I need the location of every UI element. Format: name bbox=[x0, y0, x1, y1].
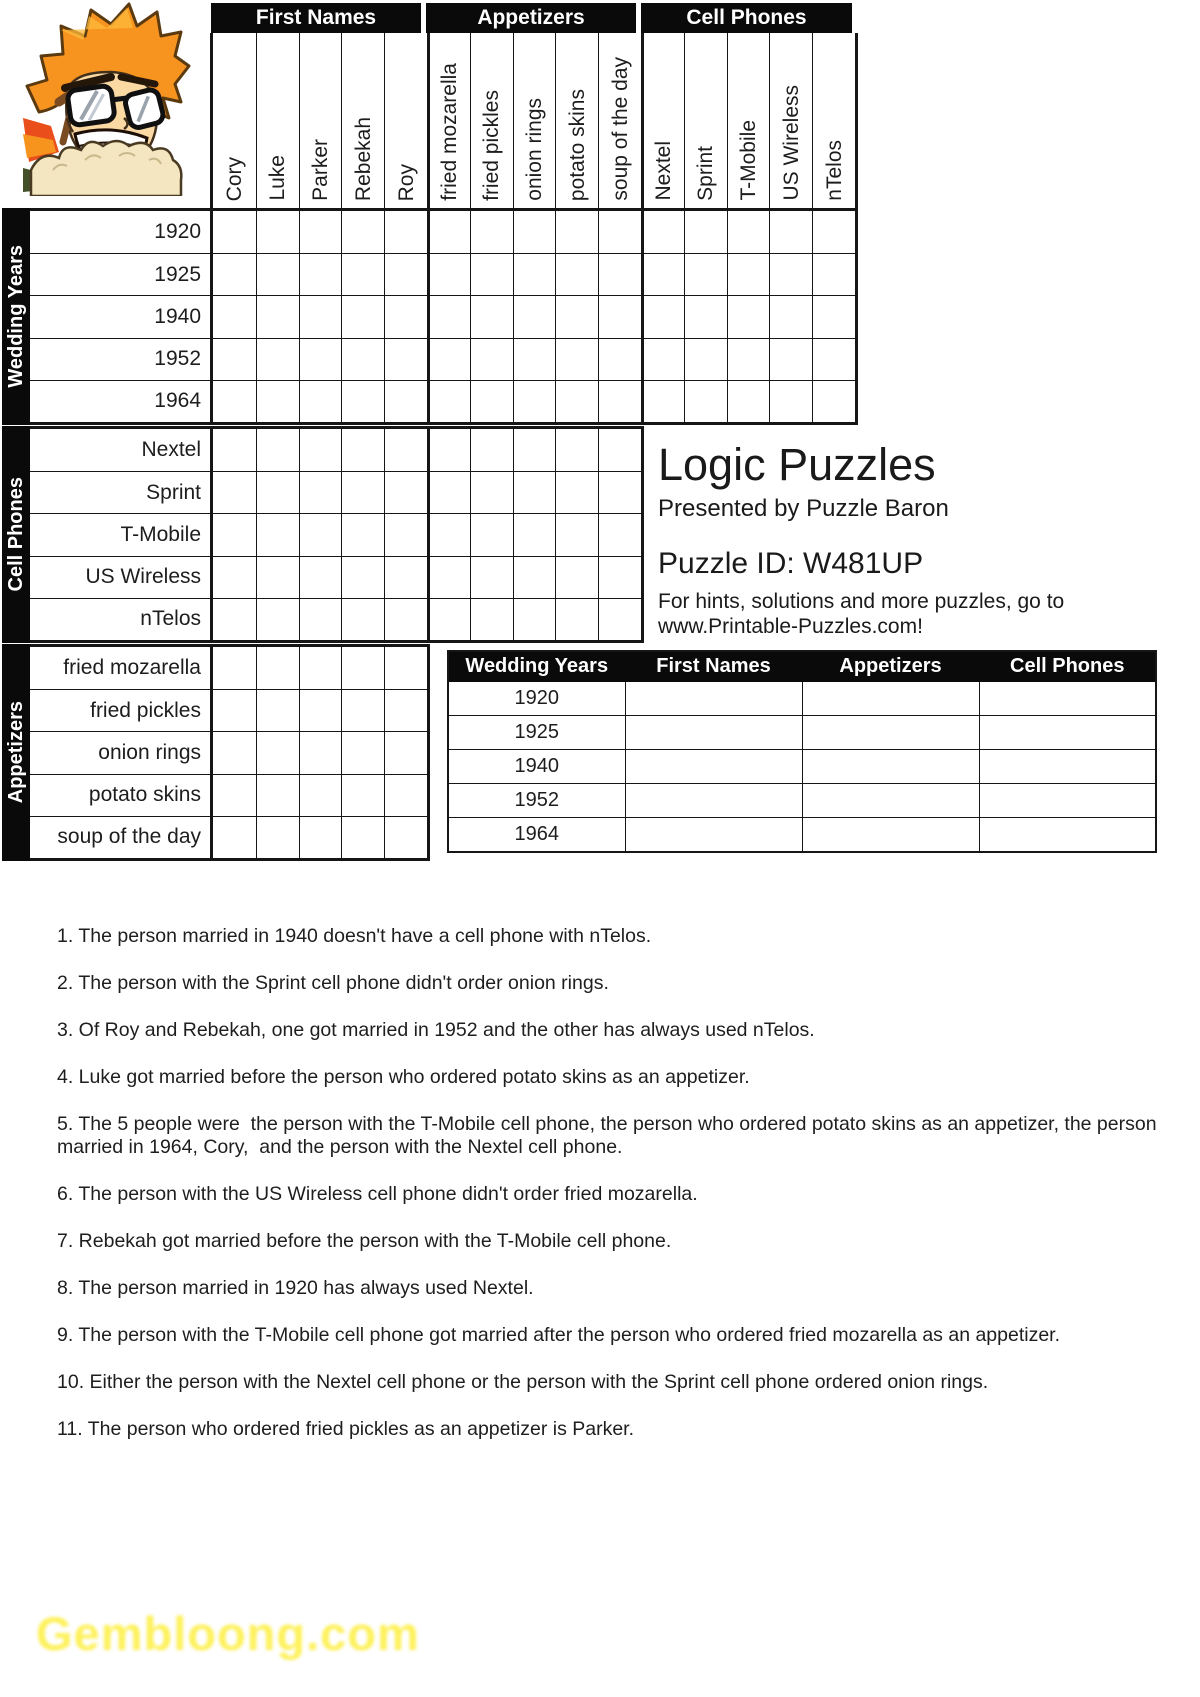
clue-8: 8. The person married in 1920 has always used Nextel. bbox=[57, 1277, 534, 1299]
grid-cell[interactable] bbox=[341, 774, 384, 816]
grid-cell[interactable] bbox=[256, 513, 299, 555]
puzzle-id: Puzzle ID: W481UP bbox=[658, 547, 924, 581]
column-label-roy bbox=[384, 33, 427, 208]
grid-cell[interactable] bbox=[256, 380, 299, 422]
answer-blank-cell[interactable] bbox=[802, 682, 979, 716]
grid-cell[interactable] bbox=[769, 211, 812, 253]
grid-cell[interactable] bbox=[256, 731, 299, 773]
grid-cell[interactable] bbox=[384, 471, 427, 513]
column-label-text: Luke bbox=[266, 155, 290, 201]
grid-cell[interactable] bbox=[384, 380, 427, 422]
page-title: Logic Puzzles bbox=[658, 439, 936, 490]
grid-cell[interactable] bbox=[427, 429, 470, 471]
watermark: Gembloong.com bbox=[36, 1607, 420, 1660]
column-group-first-names: First Names bbox=[211, 3, 421, 33]
grid-cell[interactable] bbox=[341, 429, 384, 471]
column-label-nextel bbox=[641, 33, 684, 208]
grid-cell[interactable] bbox=[641, 380, 684, 422]
grid-cell[interactable] bbox=[341, 647, 384, 689]
grid-cell[interactable] bbox=[641, 253, 684, 295]
clue-list bbox=[57, 925, 1165, 1465]
column-label-fried-pickles bbox=[470, 33, 513, 208]
grid-cell[interactable] bbox=[384, 253, 427, 295]
answer-header-cell-phones: Cell Phones bbox=[979, 651, 1156, 682]
grid-cell[interactable] bbox=[299, 338, 342, 380]
column-label-text: Parker bbox=[308, 139, 332, 201]
grid-cell[interactable] bbox=[299, 731, 342, 773]
answer-row bbox=[448, 682, 1156, 716]
grid-block-0 bbox=[210, 208, 858, 425]
clue-4: 4. Luke got married before the person who ordered potato skins as an appetizer. bbox=[57, 1066, 750, 1088]
answer-blank-cell[interactable] bbox=[802, 784, 979, 818]
grid-cell[interactable] bbox=[555, 211, 598, 253]
grid-cell[interactable] bbox=[427, 471, 470, 513]
row-group-wedding-years bbox=[2, 208, 30, 425]
column-label-text: T-Mobile bbox=[736, 120, 760, 201]
grid-cell[interactable] bbox=[427, 253, 470, 295]
grid-cell[interactable] bbox=[555, 513, 598, 555]
answer-blank-cell[interactable] bbox=[979, 716, 1156, 750]
grid-cell[interactable] bbox=[555, 556, 598, 598]
answer-table-body bbox=[448, 682, 1156, 853]
column-group-cell-phones: Cell Phones bbox=[641, 3, 852, 33]
grid-cell[interactable] bbox=[213, 295, 256, 337]
column-label-parker bbox=[299, 33, 342, 208]
grid-cell[interactable] bbox=[427, 556, 470, 598]
grid-cell[interactable] bbox=[341, 556, 384, 598]
grid-cell[interactable] bbox=[513, 471, 556, 513]
grid-cell[interactable] bbox=[513, 429, 556, 471]
grid-cell[interactable] bbox=[727, 380, 770, 422]
page-subtitle: Presented by Puzzle Baron bbox=[658, 495, 949, 523]
row-labels-0 bbox=[30, 208, 210, 425]
clue-6: 6. The person with the US Wireless cell phone didn't order fried mozarella. bbox=[57, 1183, 698, 1205]
grid-cell[interactable] bbox=[812, 380, 855, 422]
grid-cell[interactable] bbox=[341, 471, 384, 513]
column-label-us-wireless bbox=[769, 33, 812, 208]
grid-cell[interactable] bbox=[256, 556, 299, 598]
grid-cell[interactable] bbox=[299, 471, 342, 513]
grid-cell[interactable] bbox=[769, 380, 812, 422]
grid-cell[interactable] bbox=[598, 429, 641, 471]
grid-cell[interactable] bbox=[470, 211, 513, 253]
answer-row bbox=[448, 716, 1156, 750]
answer-header-wedding-years: Wedding Years bbox=[448, 651, 625, 682]
grid-cell[interactable] bbox=[213, 211, 256, 253]
grid-cell[interactable] bbox=[470, 295, 513, 337]
grid-cell[interactable] bbox=[213, 338, 256, 380]
grid-cell[interactable] bbox=[213, 429, 256, 471]
grid-cell[interactable] bbox=[384, 295, 427, 337]
column-label-soup-of-the-day bbox=[598, 33, 641, 208]
column-label-t-mobile bbox=[727, 33, 770, 208]
column-label-text: onion rings bbox=[522, 98, 546, 201]
grid-cell[interactable] bbox=[256, 598, 299, 640]
row-group-appetizers bbox=[2, 644, 30, 861]
answer-blank-cell[interactable] bbox=[979, 750, 1156, 784]
grid-cell[interactable] bbox=[598, 471, 641, 513]
clue-2: 2. The person with the Sprint cell phone didn't order onion rings. bbox=[57, 972, 609, 994]
grid-cell[interactable] bbox=[727, 253, 770, 295]
grid-cell[interactable] bbox=[256, 774, 299, 816]
answer-row bbox=[448, 818, 1156, 853]
column-label-text: potato skins bbox=[565, 88, 589, 201]
grid-cell[interactable] bbox=[384, 731, 427, 773]
row-group-label: Cell Phones bbox=[5, 477, 27, 592]
goggle-bridge bbox=[111, 98, 127, 100]
grid-cell[interactable] bbox=[470, 556, 513, 598]
answer-blank-cell[interactable] bbox=[625, 784, 802, 818]
grid-cell[interactable] bbox=[256, 295, 299, 337]
grid-cell[interactable] bbox=[384, 429, 427, 471]
column-label-text: soup of the day bbox=[608, 57, 632, 201]
grid-cell[interactable] bbox=[555, 338, 598, 380]
grid-cell[interactable] bbox=[769, 253, 812, 295]
grid-cell[interactable] bbox=[341, 816, 384, 858]
column-label-text: US Wireless bbox=[779, 85, 803, 201]
grid-cell[interactable] bbox=[727, 211, 770, 253]
answer-blank-cell[interactable] bbox=[802, 716, 979, 750]
column-label-sprint bbox=[684, 33, 727, 208]
clue-5: 5. The 5 people were the person with the T-Mobile cell phone, the person who ordered potato skins as an appetizer, the person married in 1964, Cory, and the person with the Nextel cell phone. bbox=[57, 1113, 1162, 1158]
grid-cell[interactable] bbox=[299, 556, 342, 598]
grid-cell[interactable] bbox=[427, 513, 470, 555]
row-label-ntelos: nTelos bbox=[30, 598, 210, 640]
column-label-text: fried mozarella bbox=[438, 63, 462, 201]
row-group-cell-phones bbox=[2, 426, 30, 643]
grid-cell[interactable] bbox=[299, 647, 342, 689]
answer-year-cell: 1940 bbox=[448, 750, 625, 784]
answer-table-header-row bbox=[448, 651, 1156, 682]
grid-cell[interactable] bbox=[684, 211, 727, 253]
grid-cell[interactable] bbox=[555, 295, 598, 337]
row-label-us-wireless: US Wireless bbox=[30, 556, 210, 598]
grid-cell[interactable] bbox=[256, 816, 299, 858]
grid-cell[interactable] bbox=[427, 211, 470, 253]
answer-blank-cell[interactable] bbox=[625, 818, 802, 853]
grid-cell[interactable] bbox=[384, 816, 427, 858]
grid-cell[interactable] bbox=[470, 513, 513, 555]
grid-cell[interactable] bbox=[769, 338, 812, 380]
row-label-soup-of-the-day: soup of the day bbox=[30, 816, 210, 858]
grid-cell[interactable] bbox=[384, 338, 427, 380]
row-label-1925: 1925 bbox=[30, 253, 210, 295]
grid-cell[interactable] bbox=[213, 380, 256, 422]
grid-cell[interactable] bbox=[213, 471, 256, 513]
answer-table-head bbox=[448, 651, 1156, 682]
answer-header-first-names: First Names bbox=[625, 651, 802, 682]
row-group-label: Appetizers bbox=[5, 701, 27, 804]
title-block bbox=[658, 441, 1064, 640]
grid-cell[interactable] bbox=[256, 429, 299, 471]
column-label-cory bbox=[213, 33, 256, 208]
grid-cell[interactable] bbox=[384, 774, 427, 816]
grid-cell[interactable] bbox=[299, 429, 342, 471]
grid-cell[interactable] bbox=[299, 211, 342, 253]
column-label-text: Nextel bbox=[652, 141, 676, 201]
answer-row bbox=[448, 784, 1156, 818]
answer-blank-cell[interactable] bbox=[625, 682, 802, 716]
row-label-fried-pickles: fried pickles bbox=[30, 689, 210, 731]
grid-cell[interactable] bbox=[555, 253, 598, 295]
grid-cell[interactable] bbox=[299, 598, 342, 640]
column-label-onion-rings bbox=[513, 33, 556, 208]
grid-cell[interactable] bbox=[555, 598, 598, 640]
grid-cell[interactable] bbox=[513, 598, 556, 640]
row-labels-1 bbox=[30, 426, 210, 643]
row-labels-2 bbox=[30, 644, 210, 861]
grid-cell[interactable] bbox=[470, 253, 513, 295]
row-label-onion-rings: onion rings bbox=[30, 731, 210, 773]
row-label-t-mobile: T-Mobile bbox=[30, 513, 210, 555]
grid-cell[interactable] bbox=[812, 295, 855, 337]
answer-year-cell: 1920 bbox=[448, 682, 625, 716]
grid-cell[interactable] bbox=[299, 380, 342, 422]
grid-cell[interactable] bbox=[213, 731, 256, 773]
answer-header-appetizers: Appetizers bbox=[802, 651, 979, 682]
grid-cell[interactable] bbox=[256, 471, 299, 513]
grid-cell[interactable] bbox=[470, 598, 513, 640]
grid-cell[interactable] bbox=[812, 338, 855, 380]
grid-cell[interactable] bbox=[299, 513, 342, 555]
row-label-fried-mozarella: fried mozarella bbox=[63, 656, 201, 680]
row-label-nextel: Nextel bbox=[141, 438, 201, 462]
column-label-fried-mozarella bbox=[427, 33, 470, 208]
hint-line-1: For hints, solutions and more puzzles, go to bbox=[658, 590, 1065, 614]
grid-cell[interactable] bbox=[213, 556, 256, 598]
column-label-rebekah bbox=[341, 33, 384, 208]
grid-cell[interactable] bbox=[684, 253, 727, 295]
answer-blank-cell[interactable] bbox=[979, 818, 1156, 853]
row-label-1940: 1940 bbox=[30, 295, 210, 337]
grid-cell[interactable] bbox=[341, 513, 384, 555]
grid-cell[interactable] bbox=[384, 211, 427, 253]
grid-cell[interactable] bbox=[341, 380, 384, 422]
column-label-text: Sprint bbox=[694, 146, 718, 201]
clue-1: 1. The person married in 1940 doesn't have a cell phone with nTelos. bbox=[57, 925, 652, 947]
answer-year-cell: 1952 bbox=[448, 784, 625, 818]
grid-cell[interactable] bbox=[341, 598, 384, 640]
grid-cell[interactable] bbox=[213, 598, 256, 640]
grid-block-1 bbox=[210, 426, 644, 643]
answer-table bbox=[447, 650, 1157, 853]
grid-cell[interactable] bbox=[684, 380, 727, 422]
clue-11: 11. The person who ordered fried pickles as an appetizer is Parker. bbox=[57, 1418, 635, 1440]
grid-cell[interactable] bbox=[213, 647, 256, 689]
grid-cell[interactable] bbox=[598, 338, 641, 380]
grid-cell[interactable] bbox=[341, 338, 384, 380]
column-label-text: fried pickles bbox=[480, 90, 504, 201]
answer-blank-cell[interactable] bbox=[625, 716, 802, 750]
grid-cell[interactable] bbox=[598, 211, 641, 253]
grid-cell[interactable] bbox=[384, 647, 427, 689]
grid-cell[interactable] bbox=[769, 295, 812, 337]
grid-cell[interactable] bbox=[341, 731, 384, 773]
grid-cell[interactable] bbox=[598, 380, 641, 422]
grid-cell[interactable] bbox=[513, 513, 556, 555]
mascot-illustration bbox=[22, 0, 194, 196]
grid-cell[interactable] bbox=[427, 380, 470, 422]
grid-cell[interactable] bbox=[470, 338, 513, 380]
grid-cell[interactable] bbox=[299, 295, 342, 337]
grid-cell[interactable] bbox=[299, 816, 342, 858]
grid-cell[interactable] bbox=[513, 253, 556, 295]
grid-cell[interactable] bbox=[384, 689, 427, 731]
grid-cell[interactable] bbox=[513, 295, 556, 337]
grid-cell[interactable] bbox=[213, 816, 256, 858]
grid-cell[interactable] bbox=[727, 295, 770, 337]
grid-cell[interactable] bbox=[684, 295, 727, 337]
row-label-1964: 1964 bbox=[30, 380, 210, 422]
grid-cell[interactable] bbox=[470, 429, 513, 471]
row-label-sprint: Sprint bbox=[30, 471, 210, 513]
column-label-ntelos bbox=[812, 33, 855, 208]
grid-cell[interactable] bbox=[513, 556, 556, 598]
grid-cell[interactable] bbox=[513, 211, 556, 253]
grid-cell[interactable] bbox=[555, 429, 598, 471]
grid-cell[interactable] bbox=[470, 471, 513, 513]
grid-cell[interactable] bbox=[555, 380, 598, 422]
grid-cell[interactable] bbox=[384, 556, 427, 598]
grid-cell[interactable] bbox=[641, 211, 684, 253]
grid-cell[interactable] bbox=[299, 253, 342, 295]
grid-cell[interactable] bbox=[341, 295, 384, 337]
answer-row bbox=[448, 750, 1156, 784]
answer-year-cell: 1925 bbox=[448, 716, 625, 750]
grid-cell[interactable] bbox=[427, 598, 470, 640]
row-label-1920: 1920 bbox=[154, 220, 201, 244]
column-label-text: Roy bbox=[394, 163, 418, 201]
grid-cell[interactable] bbox=[812, 211, 855, 253]
right-goggle-lens bbox=[124, 88, 165, 129]
grid-block-2 bbox=[210, 644, 430, 861]
grid-cell[interactable] bbox=[213, 253, 256, 295]
grid-cell[interactable] bbox=[598, 598, 641, 640]
grid-cell[interactable] bbox=[256, 338, 299, 380]
grid-cell[interactable] bbox=[427, 295, 470, 337]
grid-cell[interactable] bbox=[341, 689, 384, 731]
grid-cell[interactable] bbox=[213, 513, 256, 555]
grid-cell[interactable] bbox=[341, 253, 384, 295]
grid-cell[interactable] bbox=[213, 689, 256, 731]
grid-cell[interactable] bbox=[513, 338, 556, 380]
grid-cell[interactable] bbox=[555, 471, 598, 513]
column-label-potato-skins bbox=[555, 33, 598, 208]
grid-cell[interactable] bbox=[427, 338, 470, 380]
grid-cell[interactable] bbox=[384, 513, 427, 555]
answer-blank-cell[interactable] bbox=[802, 750, 979, 784]
grid-cell[interactable] bbox=[384, 598, 427, 640]
column-label-text: nTelos bbox=[822, 140, 846, 201]
column-label-text: Rebekah bbox=[351, 116, 375, 201]
grid-cell[interactable] bbox=[256, 253, 299, 295]
grid-cell[interactable] bbox=[641, 338, 684, 380]
grid-cell[interactable] bbox=[598, 295, 641, 337]
column-label-text: Cory bbox=[222, 156, 246, 201]
grid-cell[interactable] bbox=[299, 689, 342, 731]
answer-year-cell: 1964 bbox=[448, 818, 625, 853]
answer-blank-cell[interactable] bbox=[802, 818, 979, 853]
clue-9: 9. The person with the T-Mobile cell phone got married after the person who ordered fried mozarella as an appetizer. bbox=[57, 1324, 1061, 1346]
hint-text bbox=[658, 590, 1064, 640]
grid-cell[interactable] bbox=[641, 295, 684, 337]
grid-cell[interactable] bbox=[256, 211, 299, 253]
row-group-label: Wedding Years bbox=[5, 245, 27, 388]
row-label-1952: 1952 bbox=[30, 338, 210, 380]
grid-cell[interactable] bbox=[256, 689, 299, 731]
grid-cell[interactable] bbox=[812, 253, 855, 295]
column-group-appetizers: Appetizers bbox=[426, 3, 636, 33]
grid-cell[interactable] bbox=[727, 338, 770, 380]
grid-cell[interactable] bbox=[256, 647, 299, 689]
grid-cell[interactable] bbox=[598, 513, 641, 555]
answer-blank-cell[interactable] bbox=[625, 750, 802, 784]
grid-cell[interactable] bbox=[213, 774, 256, 816]
clue-3: 3. Of Roy and Rebekah, one got married in 1952 and the other has always used nTelos. bbox=[57, 1019, 815, 1041]
grid-cell[interactable] bbox=[299, 774, 342, 816]
grid-cell[interactable] bbox=[684, 338, 727, 380]
grid-cell[interactable] bbox=[513, 380, 556, 422]
answer-blank-cell[interactable] bbox=[979, 784, 1156, 818]
column-label-luke bbox=[256, 33, 299, 208]
grid-column-labels bbox=[210, 33, 858, 208]
left-goggle-lens bbox=[67, 85, 115, 126]
row-label-potato-skins: potato skins bbox=[30, 774, 210, 816]
clue-10: 10. Either the person with the Nextel cell phone or the person with the Sprint cell phone ordered onion rings. bbox=[57, 1371, 989, 1393]
grid-cell[interactable] bbox=[341, 211, 384, 253]
answer-blank-cell[interactable] bbox=[979, 682, 1156, 716]
grid-cell[interactable] bbox=[598, 253, 641, 295]
hint-line-2: www.Printable-Puzzles.com! bbox=[658, 615, 923, 639]
clue-7: 7. Rebekah got married before the person with the T-Mobile cell phone. bbox=[57, 1230, 672, 1252]
grid-cell[interactable] bbox=[470, 380, 513, 422]
grid-cell[interactable] bbox=[598, 556, 641, 598]
